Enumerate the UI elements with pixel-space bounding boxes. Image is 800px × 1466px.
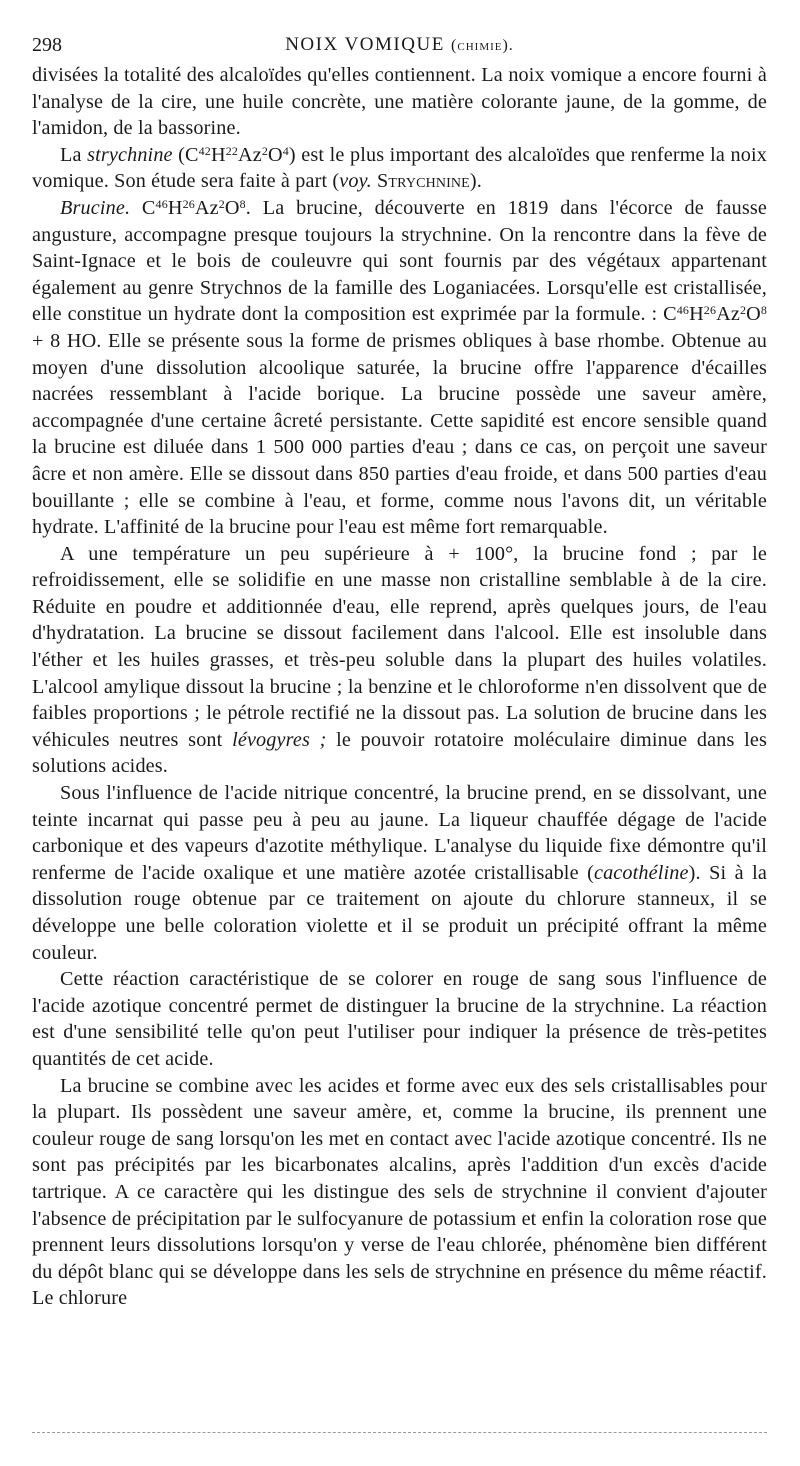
p3-formula-6: O: [746, 303, 761, 326]
p2-strychnine-term: strychnine: [87, 143, 173, 166]
p2-sup-1: 42: [198, 143, 211, 158]
p2-formula-pre: (C: [172, 143, 199, 166]
p3-formula-2: Az: [194, 196, 219, 219]
p3-sup-8: 8: [760, 303, 767, 318]
p3-sup-5: 46: [676, 303, 690, 318]
p2-text-d: ).: [469, 170, 482, 193]
paragraph-3: [32, 195, 767, 541]
p5-text-b: ). Si à la dissolution rouge obtenue par ce traitement on ajoute du chlorure stanneux, il se développe une belle coloration violette et il se produit un précipité offrant la même couleur.: [32, 861, 767, 964]
p3-brucine-heading: Brucine.: [60, 196, 131, 219]
p3-sup-1: 46: [155, 196, 168, 211]
p3-formula-5: Az: [716, 303, 740, 326]
paragraph-4: [32, 541, 767, 780]
p3-sup-6: 26: [703, 303, 717, 318]
body-text: [32, 62, 767, 1312]
p5-text-a: Sous l'influence de l'acide nitrique concentré, la brucine prend, en se dissolvant, une teinte incarnat qui passe peu à peu au jaune. La liqueur chauffée dégage de l'acide carbonique et des vapeurs d'azotite méthylique. L'analyse du liquide fixe démontre qu'il renferme de l'acide oxalique et une matière azotée cristallisable (: [32, 782, 767, 884]
p2-strychnine-ref: Strychnine: [377, 170, 470, 193]
p2-sup-4: 4: [282, 143, 289, 158]
paragraph-5: [32, 780, 767, 966]
page: [32, 28, 767, 1312]
p2-voy: voy.: [339, 170, 372, 193]
p3-text-b: + 8 HO. Elle se présente sous la forme de prismes obliques à base rhombe. Obtenue au moyen d'une dissolution alcoolique saturée, la brucine offre l'apparence d'écailles nacrées ressemblant à l'acide borique. La brucine possède une saveur amère, accompagnée d'une certaine âcreté persistante. Cette sapidité est encore sensible quand la brucine est diluée dans 1 500 000 parties d'eau ; dans ce cas, on perçoit une saveur âcre et non amère. Elle se dissout dans 850 parties d'eau froide, et dans 500 parties d'eau bouillante ; elle se combine à l'eau, et forme, comme nous l'avons dit, un véritable hydrate. L'affinité de la brucine pour l'eau est même fort remarquable.: [32, 329, 767, 539]
p3-text-a: . La brucine, découverte en 1819 dans l'écorce de fausse angusture, accompagne presque toujours la strychnine. On la rencontre dans la fève de Saint-Ignace et le bois de couleuvre qui sont fournis par des végétaux appartenant également au genre Strychnos de la famille des Loganiacées. Lorsqu'elle est cristallisée, elle constitue un hydrate dont la composition est exprimée par la formule. : C: [32, 196, 767, 326]
p3-sup-2: 26: [182, 196, 195, 211]
p4-text-a: A une température un peu supérieure à + 100°, la brucine fond ; par le refroidissement, elle se solidifie en une masse non cristalline semblable à de la cire. Réduite en poudre et additionnée d'eau, elle reprend, après quelques jours, de l'eau d'hydratation. La brucine se dissout facilement dans l'alcool. Elle est insoluble dans l'éther et les huiles grasses, et très-peu soluble dans la plupart des huiles volatiles. L'alcool amylique dissout la brucine ; la benzine et le chloroforme n'en dissolvent que de faibles proportions ; le pétrole rectifié ne la dissout pas. La solution de brucine dans les véhicules neutres sont: [32, 542, 767, 751]
p3-formula-1: H: [167, 196, 183, 219]
p2-sup-2: 22: [225, 143, 238, 158]
p4-text-b: le pouvoir rotatoire moléculaire diminue dans les solutions acides.: [32, 728, 767, 778]
running-head-subtitle: (chimie).: [451, 37, 514, 54]
p3-sup-4: 8: [239, 196, 246, 211]
p3-formula-0: C: [130, 196, 156, 219]
running-head-title: NOIX VOMIQUE: [285, 34, 445, 55]
running-head: [32, 34, 767, 56]
p2-formula-1: H: [210, 143, 226, 166]
p2-formula-3: O: [268, 143, 283, 166]
paragraph-6: Cette réaction caractéristique de se colorer en rouge de sang sous l'influence de l'acide azotique concentré permet de distinguer la brucine de la strychnine. La réaction est d'une sensibilité telle qu'on peut l'utiliser pour indiquer la présence de très-petites quantités de cet acide.: [32, 968, 767, 1070]
p3-formula-4: H: [689, 303, 704, 326]
paragraph-2: [32, 142, 767, 195]
p2-formula-2: Az: [238, 143, 262, 166]
paragraph-1: divisées la totalité des alcaloïdes qu'elles contiennent. La noix vomique a encore fourni à l'analyse de la cire, une huile concrète, une matière colorante jaune, de la gomme, de l'amidon, de la bassorine.: [32, 64, 767, 140]
paragraph-7: La brucine se combine avec les acides et forme avec eux des sels cristallisables pour la plupart. Ils possèdent une saveur amère, et, comme la brucine, ils prennent une couleur rouge de sang lorsqu'on les met en contact avec l'acide azotique concentré. Ils ne sont pas précipités par les bicarbonates alcalins, après l'addition d'un excès d'acide tartrique. A ce caractère qui les distingue des sels de strychnine il convient d'ajouter l'absence de précipitation par le sulfocyanure de potassium et enfin la coloration rose que prennent leurs dissolutions lorsqu'on y verse de l'eau chlorée, phénomène bien différent du dépôt blanc qui se développe dans les sels de strychnine en présence du même réactif. Le chlorure: [32, 1074, 767, 1310]
p2-text-b: ) est le plus important des alcaloïdes que renferme la noix vomique. Son étude sera faite à part (: [32, 143, 767, 193]
p2-sup-3: 2: [261, 143, 268, 158]
p2-text-a: La: [60, 143, 88, 166]
p5-cacotheline: cacothéline: [593, 861, 689, 884]
page-header: [32, 28, 767, 62]
footer-rule: [32, 1432, 767, 1433]
p3-sup-3: 2: [218, 196, 225, 211]
page-number: 298: [32, 34, 62, 56]
p4-levogyres: lévogyres ;: [232, 728, 327, 751]
p3-sup-7: 2: [739, 303, 747, 318]
p3-formula-3: O: [224, 196, 240, 219]
